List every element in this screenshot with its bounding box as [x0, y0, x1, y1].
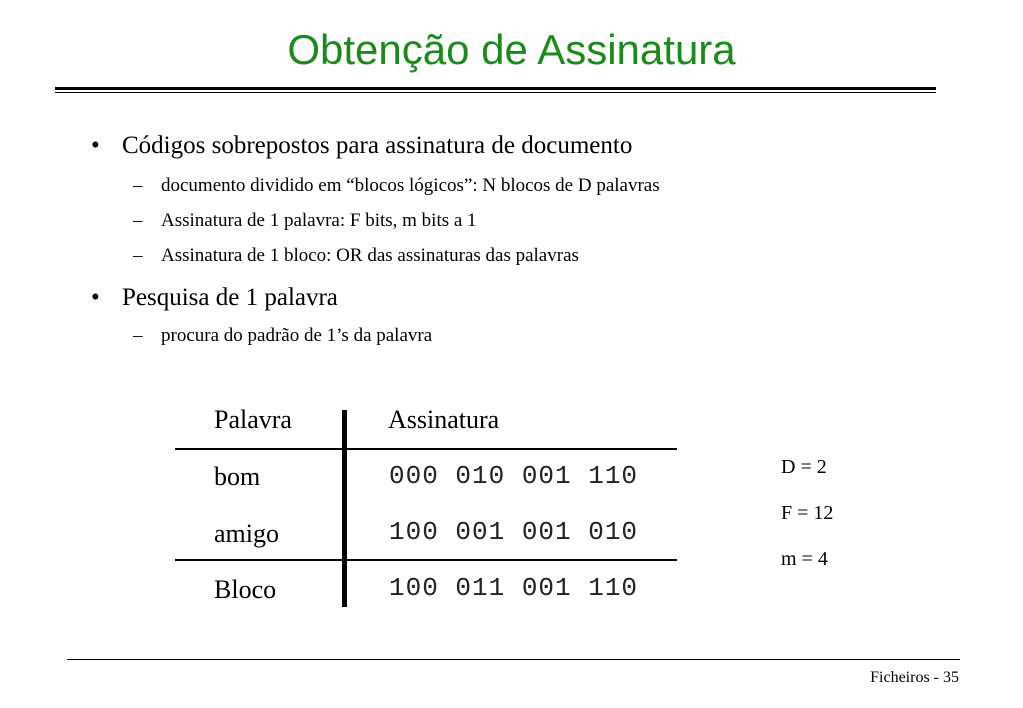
sub-bullet-text: documento dividido em “blocos lógicos”: N blocos de D palavras	[161, 175, 660, 196]
table-cell-word: amigo	[214, 519, 279, 548]
sub-bullet-dash: –	[133, 245, 143, 266]
bullet-item	[91, 131, 633, 161]
slide-footer: Ficheiros - 35	[870, 669, 959, 686]
table-cell-signature: 000 010 001 110	[389, 461, 639, 491]
sub-bullet-dash: –	[133, 210, 143, 231]
sub-bullet-text: Assinatura de 1 bloco: OR das assinaturas das palavras	[161, 245, 579, 266]
param-m: m = 4	[781, 548, 828, 570]
bullet-text: Pesquisa de 1 palavra	[122, 284, 338, 311]
sub-bullet-item	[133, 174, 660, 198]
slide-title: Obtenção de Assinatura	[287, 26, 736, 73]
bullet-text: Códigos sobrepostos para assinatura de documento	[122, 132, 633, 159]
table-cell-signature: 100 001 001 010	[389, 517, 639, 547]
sub-bullet-item	[133, 244, 579, 268]
sub-bullet-item	[133, 209, 477, 233]
bullet-item	[91, 283, 338, 313]
sub-bullet-dash: –	[133, 325, 143, 346]
bullet-dot: •	[91, 284, 100, 311]
footer-divider	[67, 659, 960, 660]
sub-bullet-dash: –	[133, 175, 143, 196]
table-header-signature: Assinatura	[388, 405, 500, 434]
table-block-rule	[175, 559, 677, 561]
table-cell-word: bom	[214, 462, 261, 491]
title-divider-thin	[55, 92, 936, 93]
table-column-divider	[342, 410, 347, 607]
param-f: F = 12	[781, 502, 834, 524]
sub-bullet-text: procura do padrão de 1’s da palavra	[161, 325, 433, 346]
sub-bullet-text: Assinatura de 1 palavra: F bits, m bits a 1	[161, 210, 477, 231]
param-d: D = 2	[781, 456, 827, 478]
table-header-rule	[175, 448, 677, 450]
table-cell-word: Bloco	[214, 575, 277, 604]
title-divider-thick	[55, 87, 936, 90]
table-header-word: Palavra	[214, 405, 292, 434]
sub-bullet-item	[133, 324, 433, 348]
table-cell-signature: 100 011 001 110	[389, 573, 639, 603]
bullet-dot: •	[91, 132, 100, 159]
